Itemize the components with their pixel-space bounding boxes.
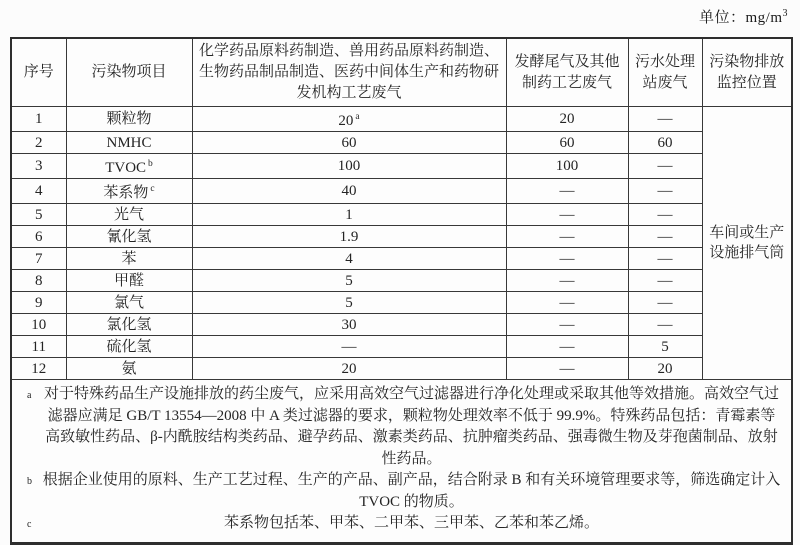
limit-fermentation-gas: — <box>506 204 628 226</box>
limit-process-gas: 1 <box>192 204 506 226</box>
footnote-marker: b <box>27 476 32 487</box>
row-serial-no: 5 <box>11 204 66 226</box>
footnote-marker-ref: b <box>148 159 153 169</box>
limit-wastewater-gas: — <box>628 314 702 336</box>
limit-fermentation-gas: 20 <box>506 107 628 132</box>
limit-fermentation-gas: — <box>506 336 628 358</box>
table-row <box>11 226 792 248</box>
limit-fermentation-gas: 60 <box>506 132 628 154</box>
limit-process-gas: 1.9 <box>192 226 506 248</box>
monitor-location-value: 车间或生产设施排气筒 <box>702 107 792 380</box>
unit-text: 单位：mg/m <box>698 10 783 26</box>
limit-wastewater-gas: 5 <box>628 336 702 358</box>
table-row <box>11 358 792 380</box>
pollutant-name: 硫化氢 <box>66 336 192 358</box>
row-serial-no: 9 <box>11 292 66 314</box>
limit-fermentation-gas: — <box>506 358 628 380</box>
header-pollutant: 污染物项目 <box>66 38 192 107</box>
pollutant-name: TVOC $^b$ <box>66 154 192 179</box>
row-serial-no: 1 <box>11 107 66 132</box>
pollutant-name: 苯系物 $^c$ <box>66 179 192 204</box>
footnote-marker: c <box>27 519 32 530</box>
limit-fermentation-gas: — <box>506 270 628 292</box>
limit-process-gas: 40 <box>192 179 506 204</box>
footnote-text: 对于特殊药品生产设施排放的药尘废气，应采用高效空气过滤器进行净化处理或采取其他等效措施。高效空气过滤器应满足 GB/T 13554—2008 中 A 类过滤器的要求，颗粒物处理效率不低于 99.9%。特殊药品包括：青霉素等高致敏性药品、β-内酰胺结构类药品、避孕药品、激素类药品、抗肿瘤类药品、强毒微生物及芽孢菌制品、放射性药品。 <box>43 386 779 467</box>
limit-fermentation-gas: — <box>506 226 628 248</box>
emission-limits-table <box>10 37 793 545</box>
pollutant-name: 苯 <box>66 248 192 270</box>
row-serial-no: 3 <box>11 154 66 179</box>
pollutant-name: 颗粒物 <box>66 107 192 132</box>
table-row <box>11 314 792 336</box>
table-row <box>11 204 792 226</box>
limit-fermentation-gas: 100 <box>506 154 628 179</box>
footnote-text: 根据企业使用的原料、生产工艺过程、生产的产品、副产品，结合附录 B 和有关环境管理要求等，筛选确定计入 TVOC 的物质。 <box>42 472 781 510</box>
limit-process-gas: 30 <box>192 314 506 336</box>
limit-process-gas: 20 $^a$ <box>192 107 506 132</box>
footnotes-section <box>11 380 792 544</box>
limit-wastewater-gas: — <box>628 226 702 248</box>
limit-fermentation-gas: — <box>506 248 628 270</box>
limit-process-gas: 5 <box>192 270 506 292</box>
table-row <box>11 132 792 154</box>
pollutant-name: 氰化氢 <box>66 226 192 248</box>
footnote-text: 苯系物包括苯、甲苯、二甲苯、三甲苯、乙苯和苯乙烯。 <box>223 515 599 531</box>
limit-wastewater-gas: 60 <box>628 132 702 154</box>
row-serial-no: 2 <box>11 132 66 154</box>
limit-process-gas: 100 <box>192 154 506 179</box>
limit-process-gas: 5 <box>192 292 506 314</box>
table-row <box>11 179 792 204</box>
limit-wastewater-gas: 20 <box>628 358 702 380</box>
limit-fermentation-gas: — <box>506 179 628 204</box>
table-row <box>11 292 792 314</box>
limit-fermentation-gas: — <box>506 292 628 314</box>
footnote-item <box>18 384 781 470</box>
row-serial-no: 11 <box>11 336 66 358</box>
limit-wastewater-gas: — <box>628 292 702 314</box>
row-serial-no: 10 <box>11 314 66 336</box>
footnote-marker-ref: c <box>150 184 155 194</box>
limit-process-gas: 4 <box>192 248 506 270</box>
row-serial-no: 4 <box>11 179 66 204</box>
footnote-item <box>18 513 781 535</box>
header-process-gas: 化学药品原料药制造、兽用药品原料药制造、生物药品制品制造、医药中间体生产和药物研发机构工艺废气 <box>192 38 506 107</box>
pollutant-name: 氨 <box>66 358 192 380</box>
limit-process-gas: 60 <box>192 132 506 154</box>
limit-fermentation-gas: — <box>506 314 628 336</box>
limit-wastewater-gas: — <box>628 107 702 132</box>
row-serial-no: 12 <box>11 358 66 380</box>
limit-wastewater-gas: — <box>628 270 702 292</box>
limit-wastewater-gas: — <box>628 154 702 179</box>
header-fermentation-gas: 发酵尾气及其他制药工艺废气 <box>506 38 628 107</box>
footnote-marker-ref: a <box>355 112 360 122</box>
pollutant-name: 光气 <box>66 204 192 226</box>
pollutant-name: 甲醛 <box>66 270 192 292</box>
header-serial-no: 序号 <box>11 38 66 107</box>
limit-process-gas: 20 <box>192 358 506 380</box>
header-monitor-location: 污染物排放监控位置 <box>702 38 792 107</box>
limit-process-gas: — <box>192 336 506 358</box>
limit-wastewater-gas: — <box>628 204 702 226</box>
table-row <box>11 107 792 132</box>
table-row <box>11 336 792 358</box>
limit-wastewater-gas: — <box>628 248 702 270</box>
pollutant-name: 氯化氢 <box>66 314 192 336</box>
header-row <box>11 38 792 107</box>
pollutant-name: NMHC <box>66 132 192 154</box>
table-row <box>11 248 792 270</box>
limit-wastewater-gas: — <box>628 179 702 204</box>
unit-exponent: 3 <box>782 8 788 19</box>
pollutant-name: 氯气 <box>66 292 192 314</box>
row-serial-no: 7 <box>11 248 66 270</box>
unit-label <box>699 6 788 27</box>
table-row <box>11 270 792 292</box>
table-row <box>11 154 792 179</box>
footnote-item <box>18 470 781 513</box>
row-serial-no: 6 <box>11 226 66 248</box>
row-serial-no: 8 <box>11 270 66 292</box>
footnote-marker: a <box>27 390 32 401</box>
header-wastewater-gas: 污水处理站废气 <box>628 38 702 107</box>
footnotes-row <box>11 380 792 544</box>
